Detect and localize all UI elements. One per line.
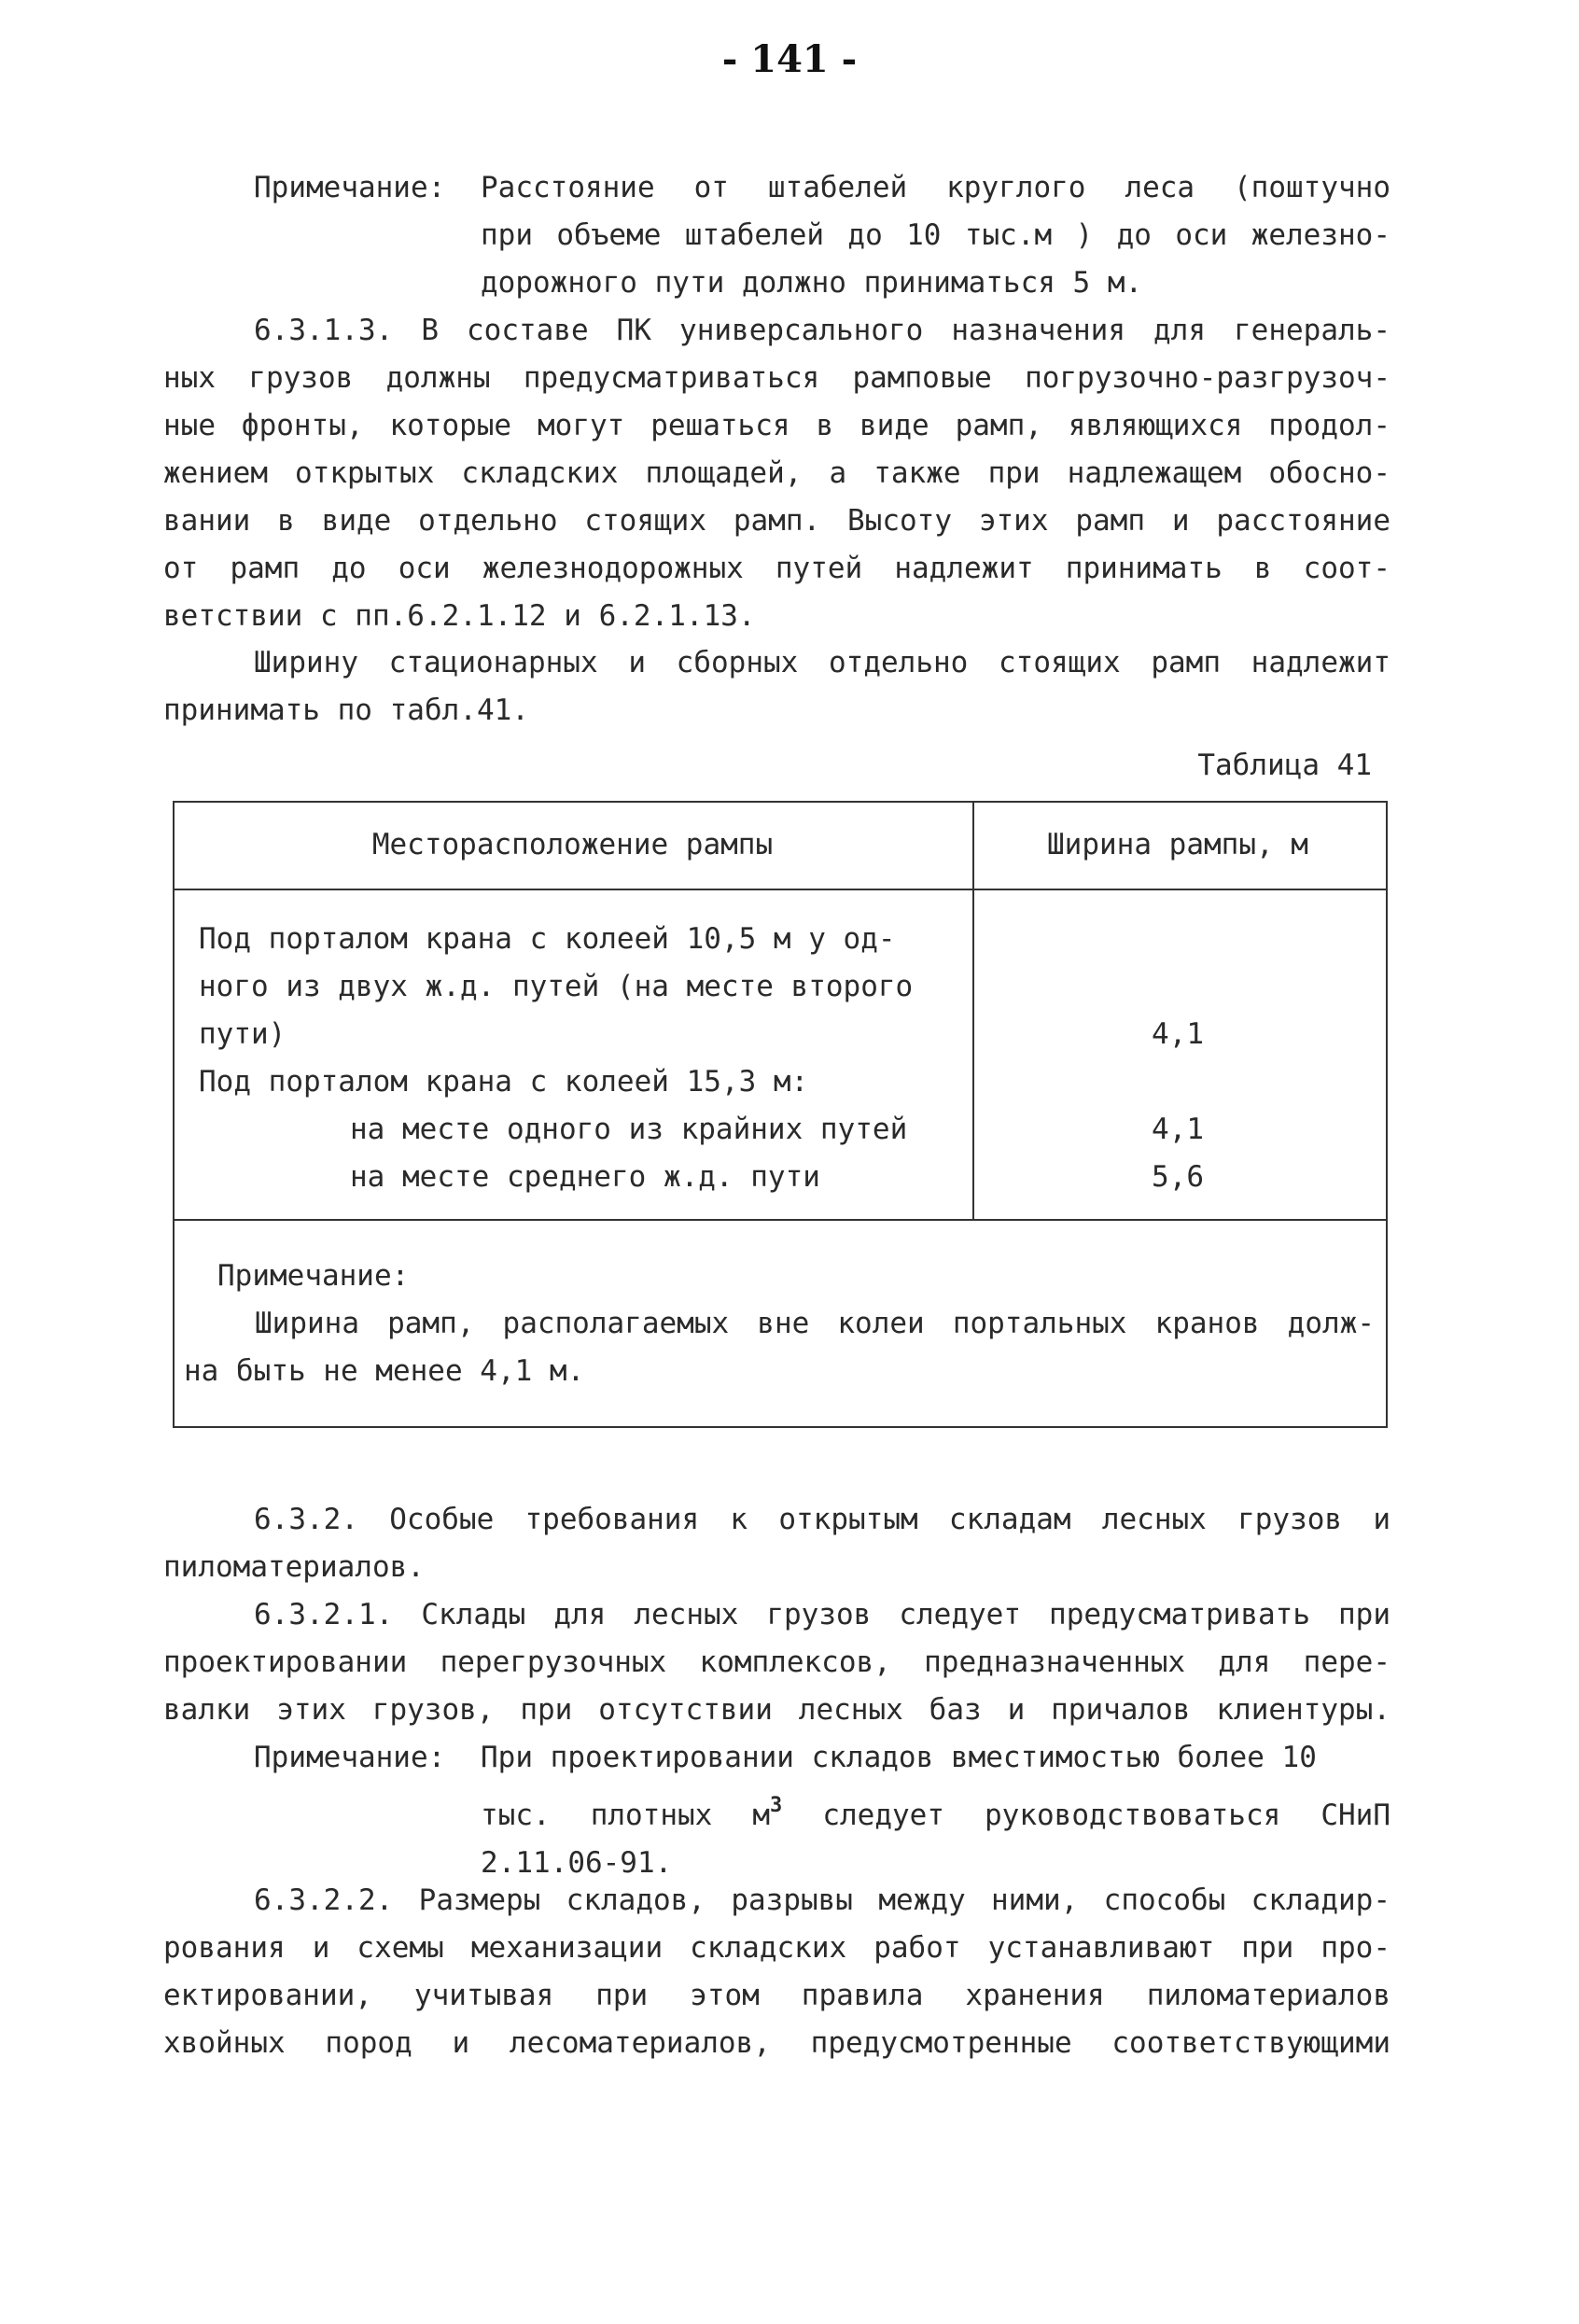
- table-cell-width: 5,6: [1152, 1160, 1204, 1194]
- paragraph-line: 6.3.2.2. Размеры складов, разрывы между ними, способы складир-: [254, 1883, 1390, 1917]
- note2-line: [481, 1782, 1390, 1840]
- paragraph-line: ных грузов должны предусматриваться рамповые погрузочно-разгрузоч-: [163, 361, 1390, 395]
- table-left-rule: [173, 801, 175, 1428]
- table-cell-width: 4,1: [1152, 1113, 1204, 1146]
- table-cell-location: на месте среднего ж.д. пути: [350, 1160, 820, 1194]
- table-header-location: Месторасположение рампы: [371, 828, 774, 861]
- table-cell-location: ного из двух ж.д. путей (на месте второго: [199, 970, 914, 1003]
- note2-text: [481, 1734, 1390, 1887]
- paragraph-line: рования и схемы механизации складских работ устанавливают при про-: [163, 1931, 1390, 1965]
- paragraph-line: 6.3.1.3. В составе ПК универсального назначения для генераль-: [254, 314, 1390, 347]
- table-note-text: Ширина рамп, располагаемых вне колеи портальных кранов долж-: [255, 1307, 1375, 1340]
- table-header-rule: [173, 889, 1388, 890]
- table-top-rule: [173, 801, 1388, 803]
- table-cell-location: пути): [199, 1017, 286, 1051]
- page-number: - 141 -: [721, 37, 858, 81]
- table-bottom-rule: [173, 1426, 1388, 1428]
- paragraph-line: 6.3.2. Особые требования к открытым складам лесных грузов и: [254, 1503, 1390, 1536]
- table-caption: [1101, 742, 1372, 790]
- note2-line-part: тыс. плотных м: [481, 1799, 771, 1832]
- table-right-rule: [1386, 801, 1388, 1428]
- table-41: [173, 801, 1388, 1428]
- paragraph-line: ектировании, учитывая при этом правила хранения пиломатериалов: [163, 1979, 1390, 2012]
- paragraph-line: вании в виде отдельно стоящих рамп. Высоту этих рамп и расстояние: [163, 504, 1390, 538]
- note1-label: Примечание:: [254, 171, 446, 204]
- paragraph-ramp-width: [163, 639, 1390, 735]
- table-note-label: Примечание:: [217, 1259, 410, 1293]
- paragraph-line: принимать по табл.41.: [163, 693, 529, 727]
- paragraph-line: жением открытых складских площадей, а также при надлежащем обосно-: [163, 456, 1390, 490]
- table-note-line: [255, 1300, 1375, 1348]
- paragraph-line: валки этих грузов, при отсутствии лесных баз и причалов клиентуры.: [163, 1693, 1390, 1727]
- paragraph-6-3-1-3: [163, 307, 1390, 640]
- note2-line: 2.11.06-91.: [481, 1846, 673, 1880]
- note1-text: [481, 164, 1390, 307]
- paragraph-line: проектировании перегрузочных комплексов, предназначенных для пере-: [163, 1645, 1390, 1679]
- note1-line: Расстояние от штабелей круглого леса (поштучно: [481, 171, 1390, 204]
- table-cell-location: Под порталом крана с колеей 15,3 м:: [199, 1065, 809, 1099]
- note2-line-part: следует руководствоваться СНиП: [782, 1799, 1390, 1832]
- paragraph-line: от рамп до оси железнодорожных путей надлежит принимать в соот-: [163, 552, 1390, 585]
- paragraph-6-3-2-1: [163, 1591, 1390, 1734]
- paragraph-line: ветствии с пп.6.2.1.12 и 6.2.1.13.: [163, 599, 756, 633]
- table-body-rule: [173, 1219, 1388, 1221]
- paragraph-line: Ширину стационарных и сборных отдельно стоящих рамп надлежит: [254, 646, 1390, 679]
- superscript: 3: [770, 1794, 783, 1817]
- note2-label: Примечание:: [254, 1741, 446, 1774]
- paragraph-line: пиломатериалов.: [163, 1550, 425, 1584]
- note2-line: При проектировании складов вместимостью более 10: [481, 1741, 1317, 1774]
- paragraph-6-3-2-2: [163, 1877, 1390, 2067]
- paragraph-line: ные фронты, которые могут решаться в виде рамп, являющихся продол-: [163, 409, 1390, 442]
- paragraph-line: хвойных пород и лесоматериалов, предусмотренные соответствующими: [163, 2026, 1390, 2060]
- note1-line: при объеме штабелей до 10 тыс.м ) до оси железно-: [481, 218, 1390, 252]
- table-cell-location: Под порталом крана с колеей 10,5 м у од-: [199, 922, 896, 956]
- paragraph-line: 6.3.2.1. Склады для лесных грузов следует предусматривать при: [254, 1598, 1390, 1631]
- table-caption-text: Таблица 41: [1197, 749, 1372, 782]
- note1-line: дорожного пути должно приниматься 5 м.: [481, 266, 1143, 300]
- table-note-line: на быть не менее 4,1 м.: [184, 1354, 585, 1388]
- table-cell-location: на месте одного из крайних путей: [350, 1113, 908, 1146]
- paragraph-6-3-2: [163, 1496, 1390, 1591]
- table-cell-width: 4,1: [1152, 1017, 1204, 1051]
- table-header-width: Ширина рампы, м: [1047, 828, 1308, 861]
